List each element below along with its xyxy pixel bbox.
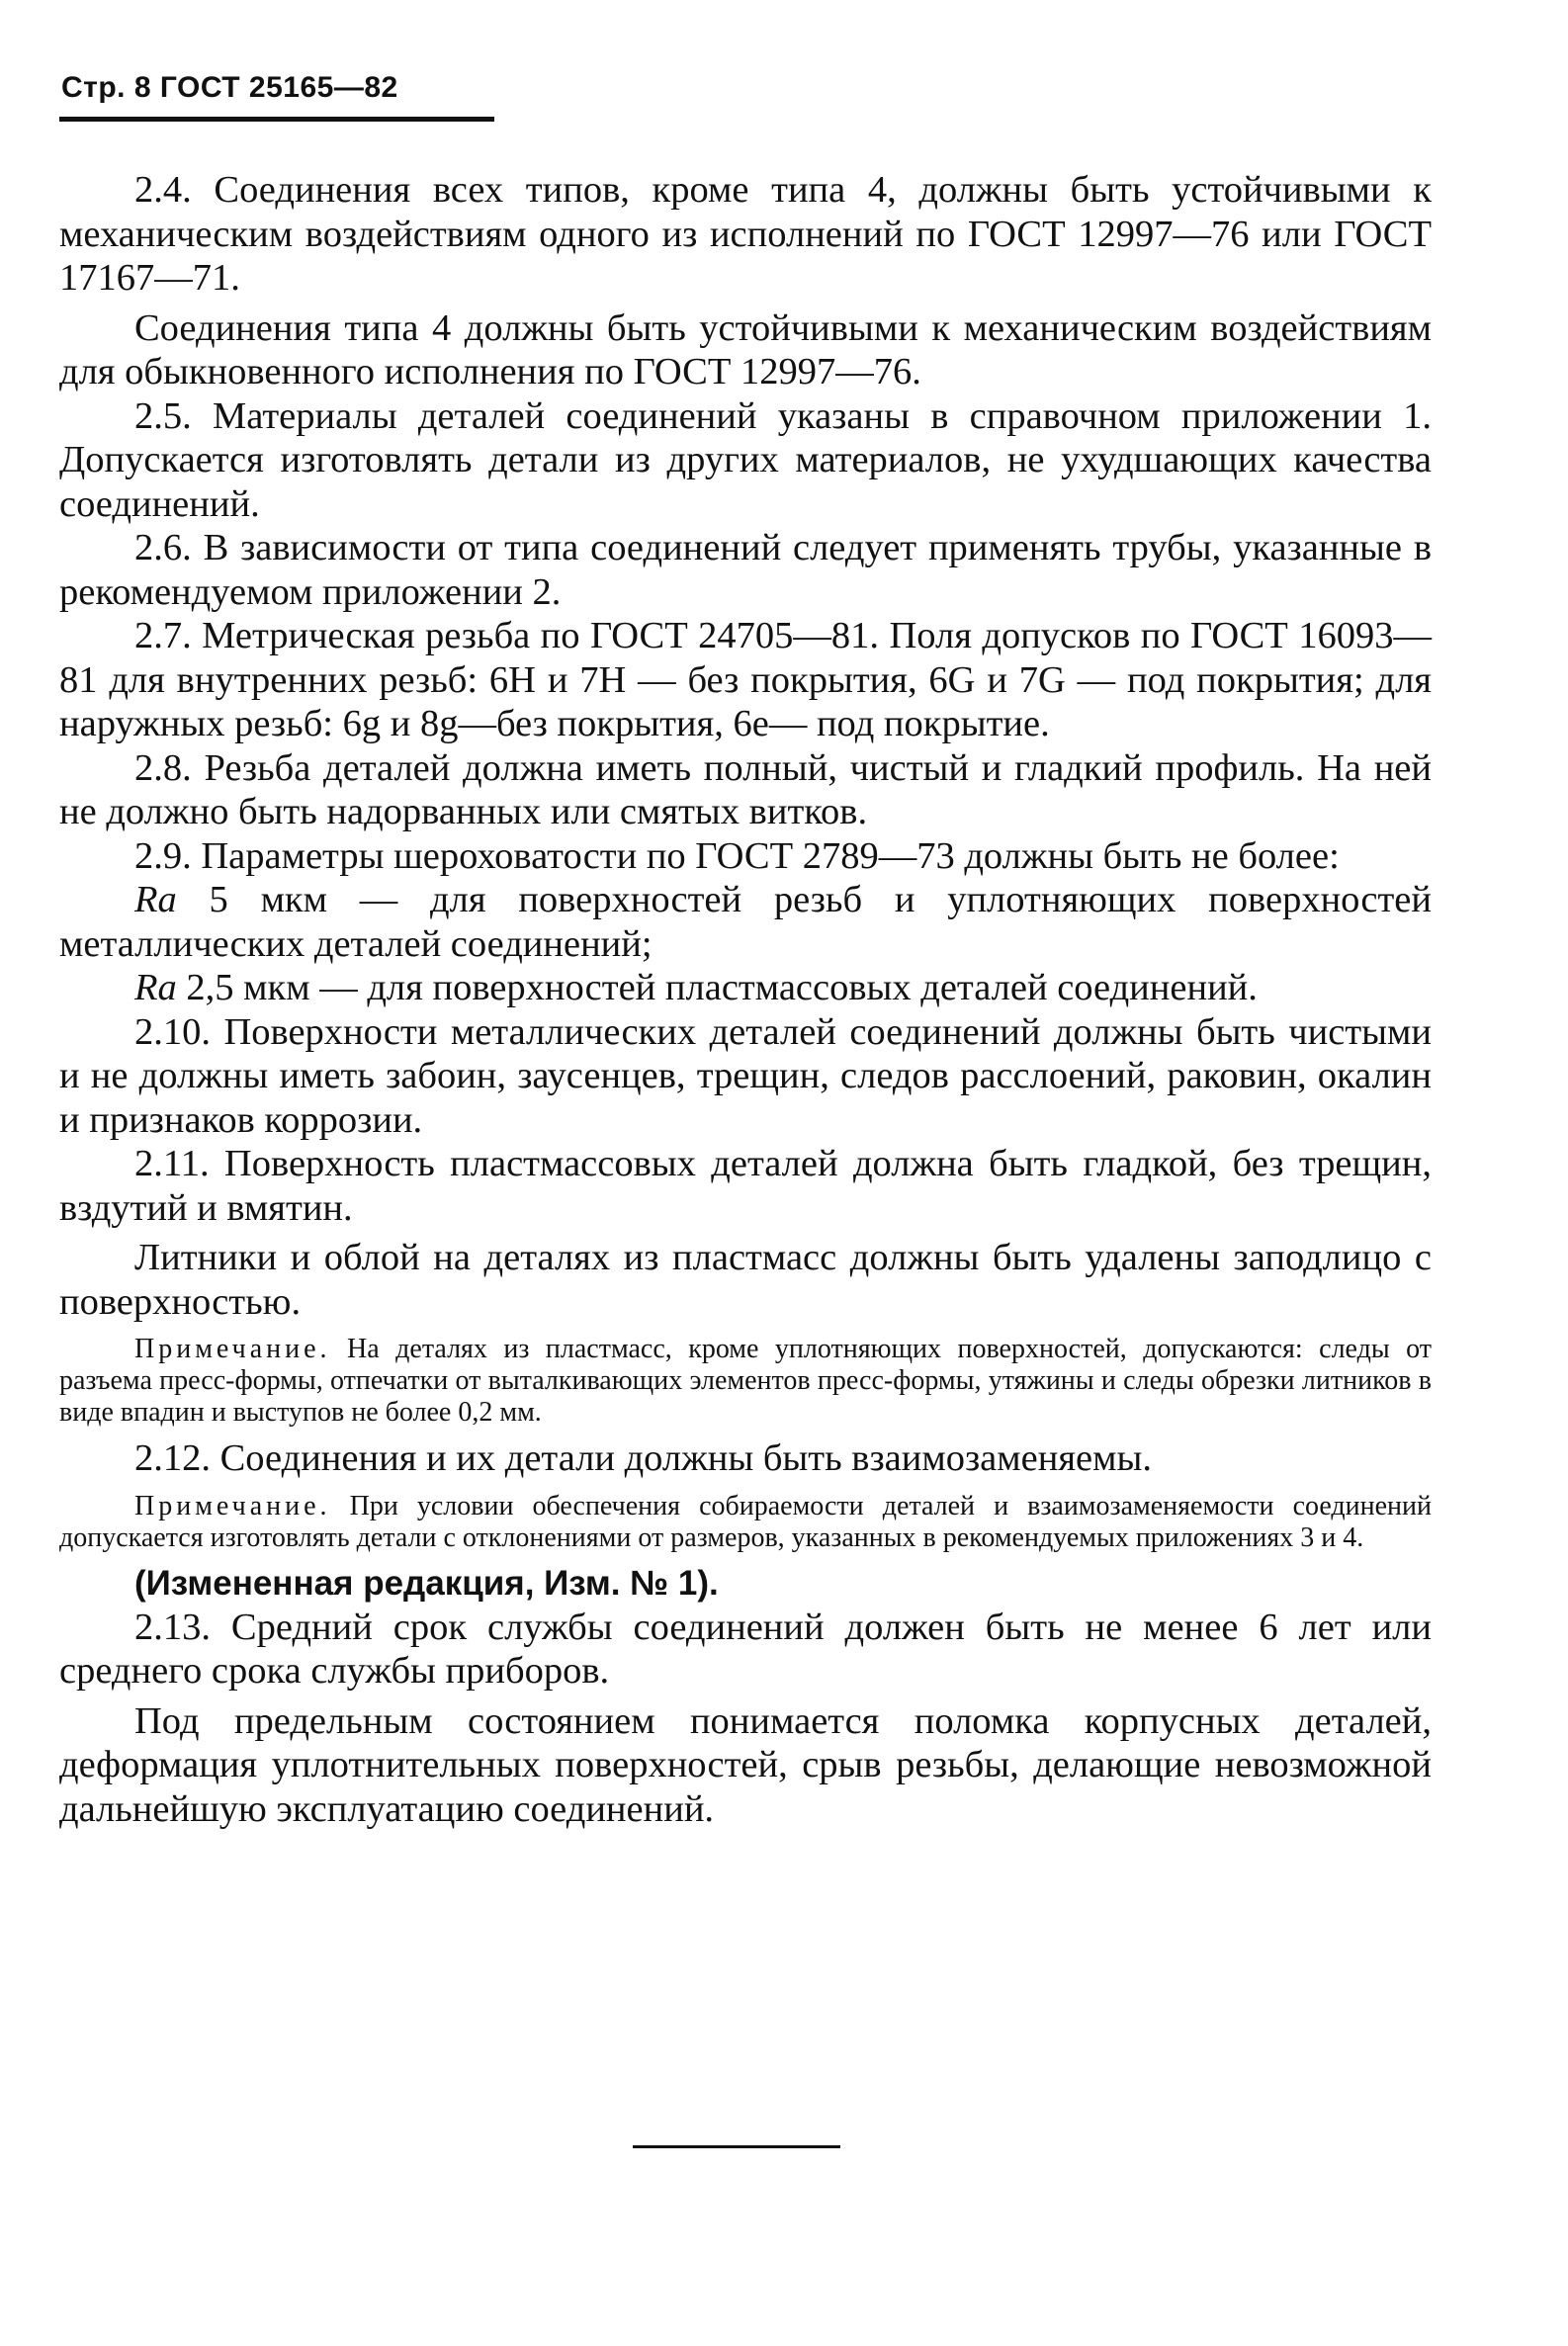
clause-2-9-item-b: [59, 966, 1432, 1010]
document-body: [59, 168, 1432, 1831]
ra-symbol: Ra: [134, 879, 177, 920]
clause-2-9-item-a: [59, 878, 1432, 966]
clause-2-9: 2.9. Параметры шероховатости по ГОСТ 2789—73 должны быть не более:: [134, 834, 1340, 877]
clause-2-12: 2.12. Соединения и их детали должны быть взаимозаменяемы.: [134, 1437, 1152, 1479]
page-header: Стр. 8 ГОСТ 25165—82: [61, 71, 398, 104]
note-1: [59, 1334, 1432, 1429]
clause-2-13: 2.13. Средний срок службы соединений должен быть не менее 6 лет или среднего срока службы приборов.: [59, 1606, 1432, 1692]
clause-2-9-item-b-text: 2,5 мкм — для поверхностей пластмассовых деталей соединений.: [176, 967, 1258, 1008]
clause-2-13-continuation: Под предельным состоянием понимается поломка корпусных деталей, деформация уплотнительных поверхностей, срыв резьбы, делающие невозможной дальнейшую эксплуатацию соединений.: [59, 1699, 1432, 1830]
amendment-note: (Измененная редакция, Изм. № 1).: [134, 1563, 719, 1603]
clause-2-10: 2.10. Поверхности металлических деталей соединений должны быть чистыми и не должны иметь забоин, заусенцев, трещин, следов расслоений, раковин, окалин и признаков коррозии.: [59, 1010, 1432, 1141]
clause-2-11: 2.11. Поверхность пластмассовых деталей должна быть гладкой, без трещин, вздутий и вмятин.: [59, 1143, 1432, 1229]
note-2: [59, 1491, 1432, 1554]
clause-2-9-item-a-text: 5 мкм — для поверхностей резьб и уплотняющих поверхностей металлических деталей соединений;: [59, 879, 1432, 965]
end-rule: [633, 2145, 840, 2148]
clause-2-11-continuation: Литники и облой на деталях из пластмасс должны быть удалены заподлицо с поверхностью.: [59, 1237, 1432, 1323]
clause-2-4-continuation: Соединения типа 4 должны быть устойчивыми к механическим воздействиям для обыкновенного исполнения по ГОСТ 12997—76.: [59, 306, 1432, 392]
clause-2-6: 2.6. В зависимости от типа соединений следует применять трубы, указанные в рекомендуемом приложении 2.: [59, 527, 1432, 613]
ra-symbol: Ra: [134, 967, 177, 1008]
note-1-lead: Примечание.: [134, 1334, 331, 1364]
header-rule: [59, 117, 494, 122]
clause-2-5: 2.5. Материалы деталей соединений указаны в справочном приложении 1. Допускается изготовлять детали из других материалов, не ухудшающих качества соединений.: [59, 394, 1432, 525]
clause-2-8: 2.8. Резьба деталей должна иметь полный, чистый и гладкий профиль. На ней не должно быть надорванных или смятых витков.: [59, 746, 1432, 832]
note-1-text: На деталях из пластмасс, кроме уплотняющих поверхностей, допускаются: следы от разъема пресс-формы, отпечатки от выталкивающих элементов пресс-формы, утяжины и следы обрезки литников в виде впадин и выступов не более 0,2 мм.: [59, 1334, 1432, 1428]
note-2-text: При условии обеспечения собираемости деталей и взаимозаменяемости соединений допускается изготовлять детали с отклонениями от размеров, указанных в рекомендуемых приложениях 3 и 4.: [59, 1490, 1432, 1553]
note-2-lead: Примечание.: [134, 1490, 331, 1521]
clause-2-7: 2.7. Метрическая резьба по ГОСТ 24705—81. Поля допусков по ГОСТ 16093—81 для внутренних резьб: 6H и 7H — без покрытия, 6G и 7G — под покрытия; для наружных резьб: 6g и 8g—без покрытия, 6e— под покрытие.: [59, 615, 1432, 744]
clause-2-4: 2.4. Соединения всех типов, кроме типа 4, должны быть устойчивыми к механическим воздействиям одного из исполнений по ГОСТ 12997—76 или ГОСТ 17167—71.: [59, 169, 1432, 299]
